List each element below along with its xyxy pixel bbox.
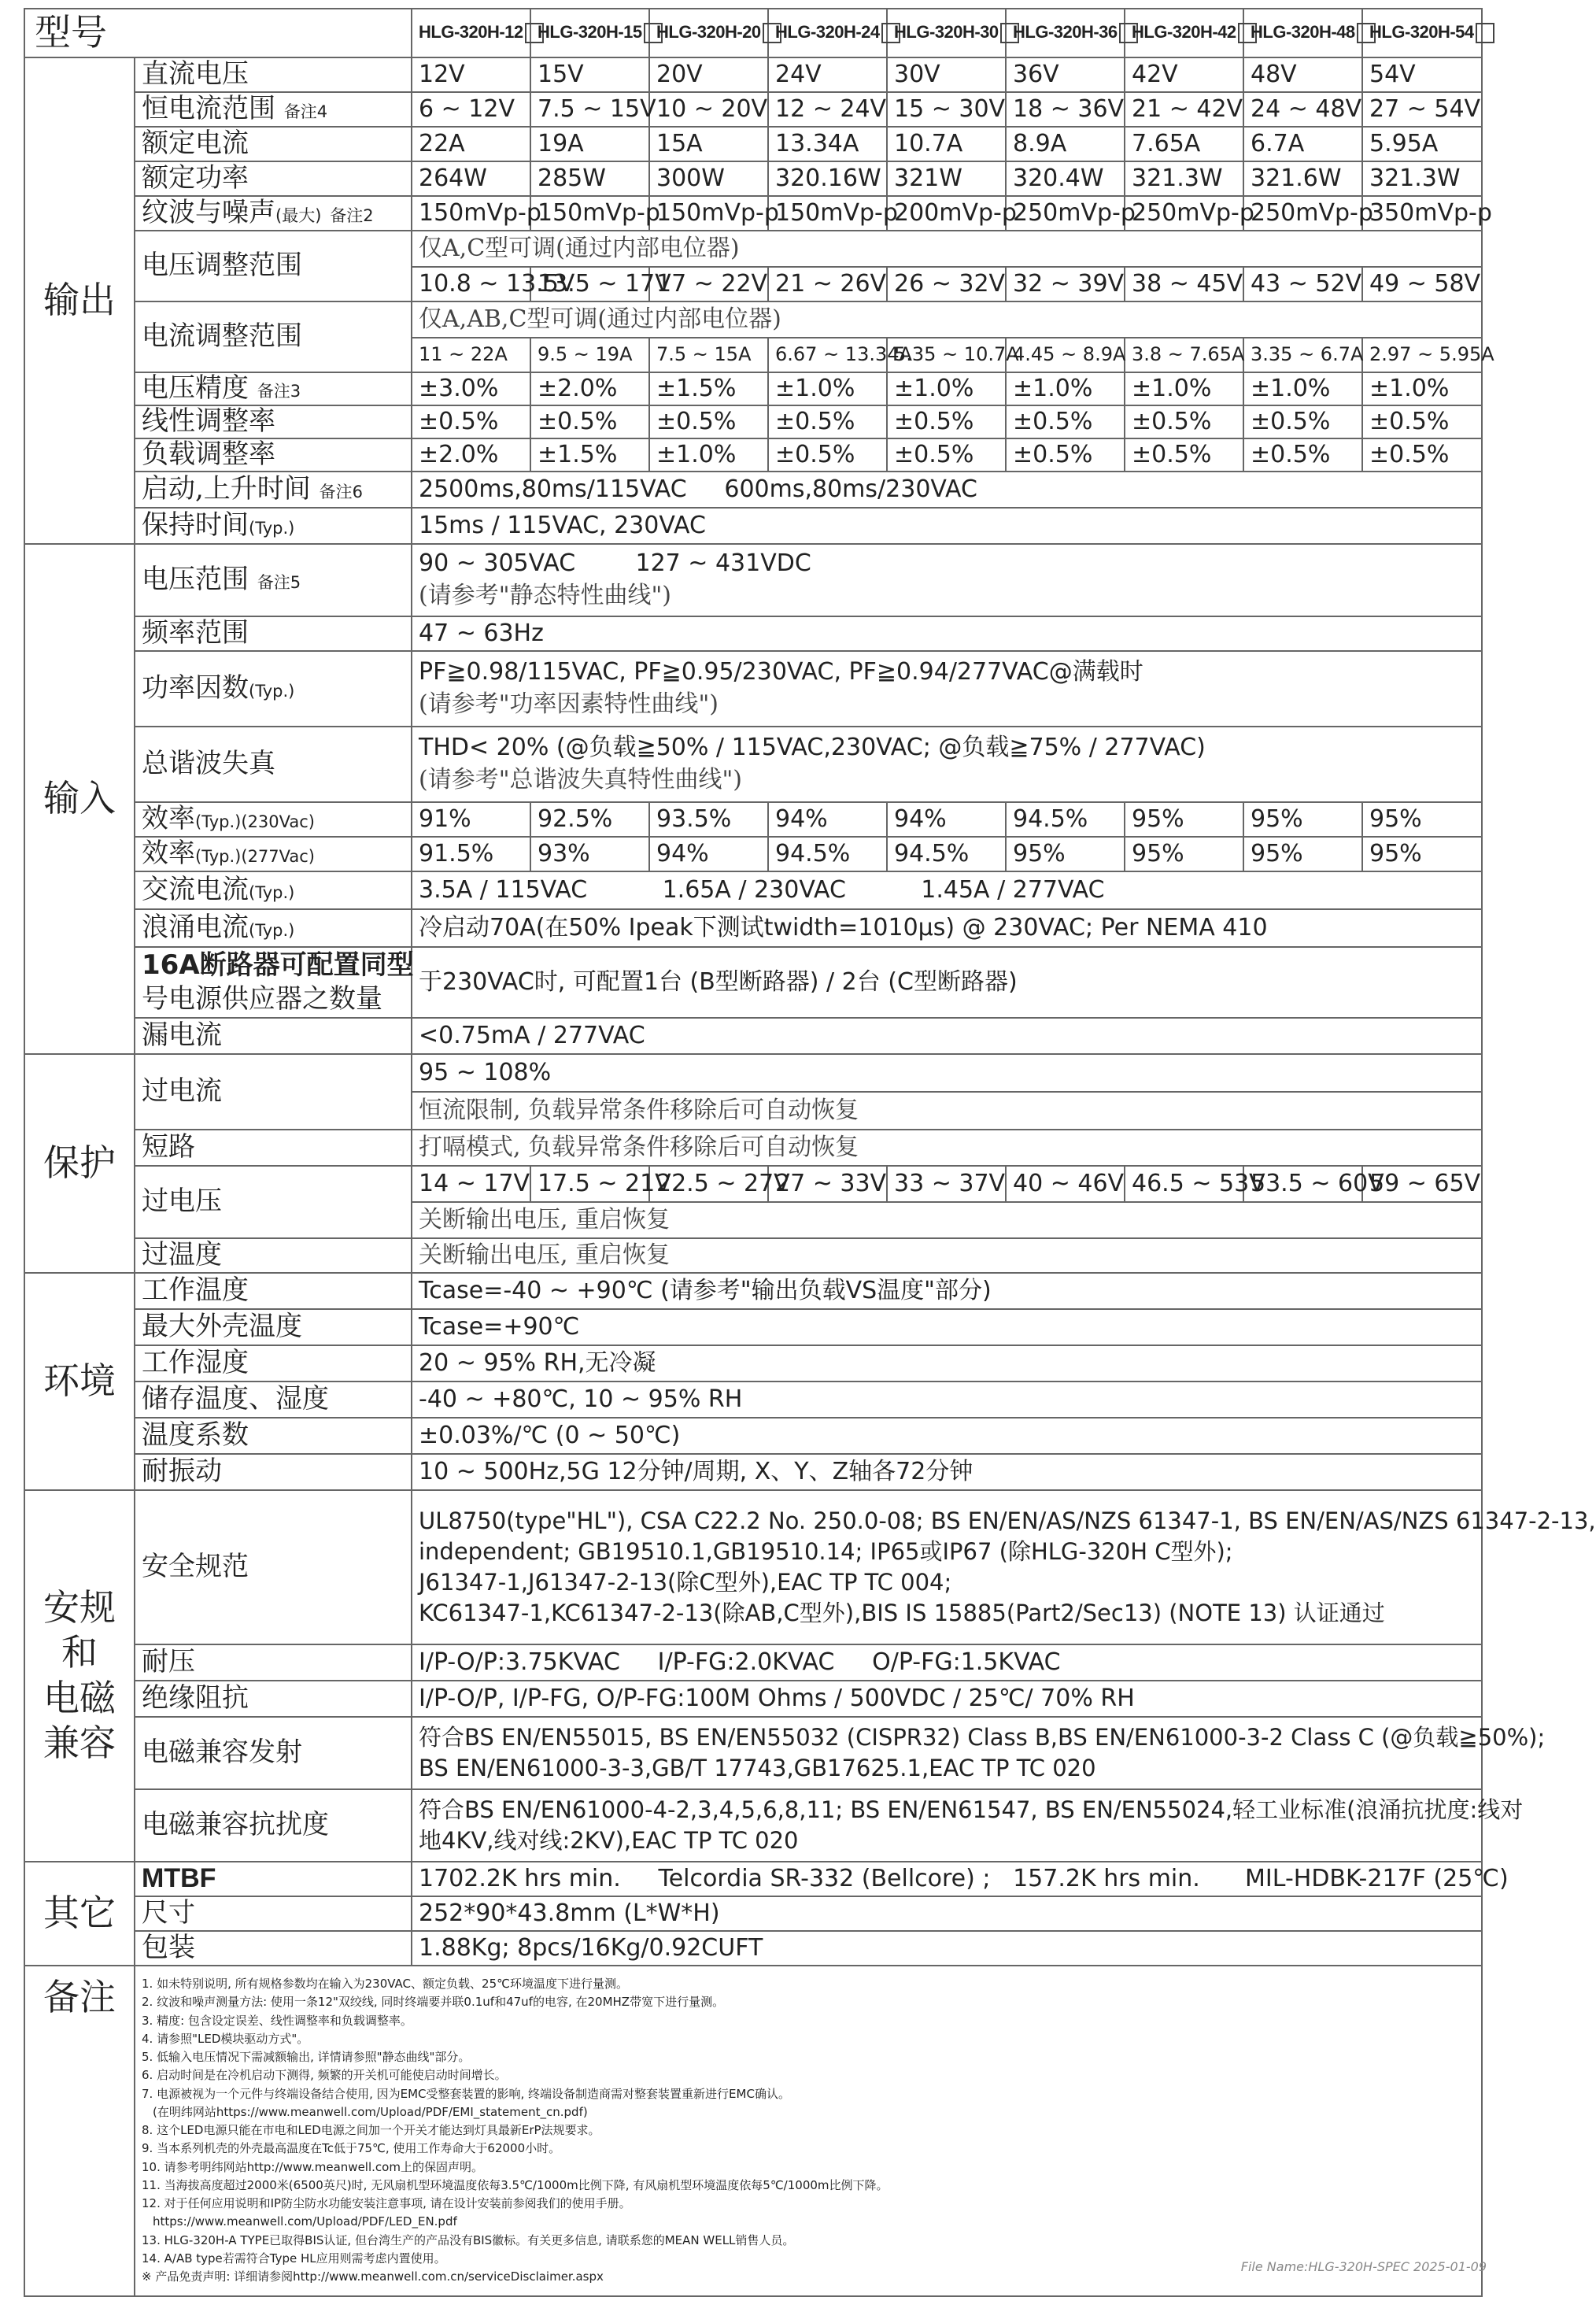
model-name: HLG-320H-20 (649, 9, 768, 57)
spec-value: 3.35 ~ 6.7A (1243, 338, 1362, 372)
spec-value: 15 ~ 30V (887, 92, 1006, 127)
spec-value: 4.45 ~ 8.9A (1006, 338, 1125, 372)
model-name: HLG-320H-54 (1362, 9, 1482, 57)
spec-value: 93% (530, 837, 649, 871)
spec-value: 22A (412, 127, 530, 161)
spec-label: 保持时间(Typ.) (135, 508, 412, 544)
spec-value: 11 ~ 22A (412, 338, 530, 372)
note-item: ※ 产品免责声明: 详细请参阅http://www.meanwell.com.cn/serviceDisclaimer.aspx (142, 2269, 604, 2284)
note-item: 1. 如未特别说明, 所有规格参数均在输入为230VAC、额定负载、25℃环境温度下进行量测。 (142, 1977, 628, 1992)
spec-value: 95% (1125, 802, 1243, 837)
note-item: 4. 请参照"LED模块驱动方式"。 (142, 2031, 309, 2046)
spec-value: 2.97 ~ 5.95A (1362, 338, 1482, 372)
note-item: 2. 纹波和噪声测量方法: 使用一条12"双绞线, 同时终端要并联0.1uf和47uf的电容, 在20MHZ带宽下进行量测。 (142, 1995, 725, 2010)
spec-value: ±0.5% (530, 405, 649, 438)
spec-value: 13.5 ~ 17V (530, 267, 649, 301)
spec-value: 13.34A (768, 127, 887, 161)
file-name-footer: File Name:HLG-320H-SPEC 2025-01-09 (1240, 2259, 1487, 2274)
spec-value: Tcase=+90℃ (412, 1309, 1482, 1345)
spec-value: 21 ~ 26V (768, 267, 887, 301)
spec-value: 12V (412, 57, 530, 92)
spec-value: ±0.5% (768, 405, 887, 438)
spec-value: ±0.5% (1125, 405, 1243, 438)
spec-value: 6 ~ 12V (412, 92, 530, 127)
spec-value: 94.5% (768, 837, 887, 871)
spec-value: 12 ~ 24V (768, 92, 887, 127)
spec-value: 26 ~ 32V (887, 267, 1006, 301)
note-item: 11. 当海拔高度超过2000米(6500英尺)时, 无风扇机型环境温度依每3.5℃/1000m比例下降, 有风扇机型环境温度依每5℃/1000m比例下降。 (142, 2177, 889, 2192)
spec-label: 工作温度 (135, 1273, 412, 1309)
spec-value: 15ms / 115VAC, 230VAC (412, 508, 1482, 544)
spec-value: 3.8 ~ 7.65A (1125, 338, 1243, 372)
spec-value: ±1.0% (887, 372, 1006, 405)
spec-value: 15A (649, 127, 768, 161)
category-environment: 环境 (24, 1273, 135, 1490)
spec-value: 10 ~ 20V (649, 92, 768, 127)
spec-label: 电压精度 备注3 (135, 372, 412, 405)
spec-value: ±3.0% (412, 372, 530, 405)
spec-value: 冷启动70A(在50% Ipeak下测试twidth=1010μs) @ 230VAC; Per NEMA 410 (412, 909, 1482, 947)
spec-value: 1.88Kg; 8pcs/16Kg/0.92CUFT (412, 1931, 1482, 1966)
spec-value: -40 ~ +80℃, 10 ~ 95% RH (412, 1382, 1482, 1418)
spec-label: 负载调整率 (135, 438, 412, 472)
spec-label: 电流调整范围 (135, 301, 412, 372)
note-item: 3. 精度: 包含设定误差、线性调整率和负载调整率。 (142, 2013, 412, 2028)
spec-value: 2500ms,80ms/115VAC 600ms,80ms/230VAC (412, 472, 1482, 508)
spec-value: 321.3W (1362, 161, 1482, 196)
spec-value: ±0.5% (1243, 405, 1362, 438)
spec-value: 21 ~ 42V (1125, 92, 1243, 127)
spec-value: 恒流限制, 负载异常条件移除后可自动恢复 (412, 1092, 1482, 1130)
spec-value: 18 ~ 36V (1006, 92, 1125, 127)
spec-value: 24V (768, 57, 887, 92)
spec-value: 24 ~ 48V (1243, 92, 1362, 127)
model-name: HLG-320H-24 (768, 9, 887, 57)
spec-value: ±0.5% (1006, 438, 1125, 472)
spec-label: 额定电流 (135, 127, 412, 161)
note-item: 12. 对于任何应用说明和IP防尘防水功能安装注意事项, 请在设计安装前参阅我们的使用手册。 (142, 2196, 631, 2211)
model-label: 型号 (24, 9, 412, 57)
spec-label: 额定功率 (135, 161, 412, 196)
spec-value: 14 ~ 17V (412, 1166, 530, 1202)
spec-value: ±0.5% (768, 438, 887, 472)
spec-value: 5.35 ~ 10.7A (887, 338, 1006, 372)
spec-value: 6.67 ~ 13.34A (768, 338, 887, 372)
spec-value: UL8750(type"HL"), CSA C22.2 No. 250.0-08; BS EN/EN/AS/NZS 61347-1, BS EN/EN/AS/NZS 61347-2-13, independent; GB19510.1,GB19510.14; IP65或IP67 (除HLG-320H C型外); J61347-1,J61347-2-13(除C型外),EAC TP TC 004; KC61347-1,KC61347-2-13(除AB,C型外),BIS IS 15885(Part2/Sec13) (NOTE 13) 认证通过 (412, 1490, 1482, 1644)
spec-value: 符合BS EN/EN55015, BS EN/EN55032 (CISPR32) Class B,BS EN/EN61000-3-2 Class C (@负载≧50%); BS EN/EN61000-3-3,GB/T 17743,GB17625.1,EAC TP TC 020 (412, 1717, 1482, 1789)
spec-value: 27 ~ 33V (768, 1166, 887, 1202)
spec-label: 安全规范 (135, 1490, 412, 1644)
spec-value: ±0.5% (649, 405, 768, 438)
spec-value: 250mVp-p (1243, 196, 1362, 231)
spec-value: 27 ~ 54V (1362, 92, 1482, 127)
spec-value: 10.7A (887, 127, 1006, 161)
spec-label: 绝缘阻抗 (135, 1681, 412, 1717)
spec-value: 53.5 ~ 60V (1243, 1166, 1362, 1202)
spec-value: 30V (887, 57, 1006, 92)
note-item: 9. 当本系列机壳的外壳最高温度在Tc低于75℃, 使用工作寿命大于62000小时。 (142, 2141, 561, 2156)
spec-value: ±0.5% (1125, 438, 1243, 472)
spec-label: 电磁兼容发射 (135, 1717, 412, 1789)
spec-label: 交流电流(Typ.) (135, 871, 412, 909)
spec-label: 效率(Typ.)(230Vac) (135, 802, 412, 837)
spec-value: 10.8 ~ 13.5V (412, 267, 530, 301)
spec-value: 91.5% (412, 837, 530, 871)
spec-label: 短路 (135, 1130, 412, 1166)
spec-value: 关断输出电压, 重启恢复 (412, 1202, 1482, 1238)
spec-table (24, 8, 1596, 2297)
spec-value: 7.65A (1125, 127, 1243, 161)
spec-value: 200mVp-p (887, 196, 1006, 231)
spec-label: 耐压 (135, 1644, 412, 1681)
spec-value: 33 ~ 37V (887, 1166, 1006, 1202)
spec-value: ±0.5% (412, 405, 530, 438)
spec-value: 95% (1362, 837, 1482, 871)
spec-value: ±0.5% (1243, 438, 1362, 472)
spec-desc: 仅A,C型可调(通过内部电位器) (412, 231, 1482, 267)
spec-value: 17 ~ 22V (649, 267, 768, 301)
spec-value: 8.9A (1006, 127, 1125, 161)
model-name: HLG-320H-30 (887, 9, 1006, 57)
spec-value: 9.5 ~ 19A (530, 338, 649, 372)
spec-label: 过电压 (135, 1166, 412, 1238)
spec-value: 3.5A / 115VAC 1.65A / 230VAC 1.45A / 277VAC (412, 871, 1482, 909)
model-name: HLG-320H-48 (1243, 9, 1362, 57)
note-item: 7. 电源被视为一个元件与终端设备结合使用, 因为EMC受整套装置的影响, 终端设备制造商需对整套装置重新进行EMC确认。 (142, 2086, 790, 2101)
spec-value: 94% (649, 837, 768, 871)
spec-value: 252*90*43.8mm (L*W*H) (412, 1896, 1482, 1931)
spec-value: ±0.5% (887, 438, 1006, 472)
spec-value: 350mVp-p (1362, 196, 1482, 231)
spec-value: 95% (1243, 802, 1362, 837)
spec-value: 91% (412, 802, 530, 837)
spec-value: ±0.5% (1362, 438, 1482, 472)
spec-label: 浪涌电流(Typ.) (135, 909, 412, 947)
spec-value: 95% (1006, 837, 1125, 871)
spec-value: ±0.03%/℃ (0 ~ 50℃) (412, 1418, 1482, 1454)
spec-value: 19A (530, 127, 649, 161)
spec-value: 94% (887, 802, 1006, 837)
spec-value: 300W (649, 161, 768, 196)
spec-label: 启动,上升时间 备注6 (135, 472, 412, 508)
spec-value: 40 ~ 46V (1006, 1166, 1125, 1202)
spec-value: 250mVp-p (1006, 196, 1125, 231)
spec-value: 264W (412, 161, 530, 196)
spec-value: 54V (1362, 57, 1482, 92)
spec-value: 59 ~ 65V (1362, 1166, 1482, 1202)
spec-value: 15V (530, 57, 649, 92)
spec-value: 93.5% (649, 802, 768, 837)
spec-value: 321.6W (1243, 161, 1362, 196)
spec-label: 频率范围 (135, 616, 412, 651)
spec-value: THD< 20% (@负载≧50% / 115VAC,230VAC; @负载≧75% / 277VAC) (请参考"总谐波失真特性曲线") (412, 727, 1482, 802)
spec-value: 95% (1243, 837, 1362, 871)
spec-value: 36V (1006, 57, 1125, 92)
spec-value: ±1.0% (1125, 372, 1243, 405)
spec-label: 功率因数(Typ.) (135, 651, 412, 727)
spec-value: 43 ~ 52V (1243, 267, 1362, 301)
spec-label: 总谐波失真 (135, 727, 412, 802)
spec-value: 150mVp-p (649, 196, 768, 231)
note-item: 5. 低输入电压情况下需减额输出, 详情请参照"静态曲线"部分。 (142, 2050, 471, 2065)
category-output: 输出 (24, 57, 135, 544)
spec-value: 32 ~ 39V (1006, 267, 1125, 301)
spec-value: 94.5% (887, 837, 1006, 871)
category-safety-emc: 安规 和 电磁 兼容 (24, 1490, 135, 1862)
spec-label: 效率(Typ.)(277Vac) (135, 837, 412, 871)
spec-value: 关断输出电压, 重启恢复 (412, 1238, 1482, 1273)
spec-value: 95% (1362, 802, 1482, 837)
spec-label: 电压范围 备注5 (135, 544, 412, 616)
category-input: 输入 (24, 544, 135, 1054)
spec-value: 150mVp-p (530, 196, 649, 231)
spec-value: 48V (1243, 57, 1362, 92)
spec-value: 92.5% (530, 802, 649, 837)
spec-value: 7.5 ~ 15V (530, 92, 649, 127)
note-item: 8. 这个LED电源只能在市电和LED电源之间加一个开关才能达到灯具最新ErP法规要求。 (142, 2123, 600, 2138)
spec-label: 工作湿度 (135, 1345, 412, 1382)
category-protection: 保护 (24, 1054, 135, 1273)
spec-label: 温度系数 (135, 1418, 412, 1454)
spec-desc: 仅A,AB,C型可调(通过内部电位器) (412, 301, 1482, 338)
spec-label: 过温度 (135, 1238, 412, 1273)
spec-label: 包装 (135, 1931, 412, 1966)
spec-label: 过电流 (135, 1054, 412, 1130)
spec-value: 于230VAC时, 可配置1台 (B型断路器) / 2台 (C型断路器) (412, 947, 1482, 1018)
spec-value: 150mVp-p (768, 196, 887, 231)
spec-value: 5.95A (1362, 127, 1482, 161)
spec-value: 321W (887, 161, 1006, 196)
spec-label: 纹波与噪声(最大) 备注2 (135, 196, 412, 231)
spec-value: 38 ~ 45V (1125, 267, 1243, 301)
spec-value: ±1.0% (768, 372, 887, 405)
note-item: 13. HLG-320H-A TYPE已取得BIS认证, 但台湾生产的产品没有BIS徽标。有关更多信息, 请联系您的MEAN WELL销售人员。 (142, 2232, 795, 2247)
category-others: 其它 (24, 1862, 135, 1966)
notes-list (135, 1966, 1482, 2296)
note-item: 10. 请参考明纬网站http://www.meanwell.com上的保固声明。 (142, 2159, 483, 2174)
spec-value: 20 ~ 95% RH,无冷凝 (412, 1345, 1482, 1382)
spec-value: <0.75mA / 277VAC (412, 1018, 1482, 1054)
spec-value: 20V (649, 57, 768, 92)
note-item: 6. 启动时间是在冷机启动下测得, 频繁的开关机可能使启动时间增长。 (142, 2068, 507, 2083)
spec-value: ±0.5% (1006, 405, 1125, 438)
spec-value: PF≧0.98/115VAC, PF≧0.95/230VAC, PF≧0.94/277VAC@满载时 (请参考"功率因素特性曲线") (412, 651, 1482, 727)
spec-value: 95 ~ 108% (412, 1054, 1482, 1092)
spec-value: 49 ~ 58V (1362, 267, 1482, 301)
spec-value: 10 ~ 500Hz,5G 12分钟/周期, X、Y、Z轴各72分钟 (412, 1454, 1482, 1490)
spec-label: 电磁兼容抗扰度 (135, 1789, 412, 1862)
spec-value: 7.5 ~ 15A (649, 338, 768, 372)
spec-value: 47 ~ 63Hz (412, 616, 1482, 651)
model-name: HLG-320H-12 (412, 9, 530, 57)
model-name: HLG-320H-15 (530, 9, 649, 57)
spec-label: 储存温度、湿度 (135, 1382, 412, 1418)
spec-label: 线性调整率 (135, 405, 412, 438)
spec-value: ±1.0% (1362, 372, 1482, 405)
spec-value: ±2.0% (412, 438, 530, 472)
spec-label: 尺寸 (135, 1896, 412, 1931)
spec-value: 95% (1125, 837, 1243, 871)
spec-value: 320.4W (1006, 161, 1125, 196)
spec-value: 符合BS EN/EN61000-4-2,3,4,5,6,8,11; BS EN/EN61547, BS EN/EN55024,轻工业标准(浪涌抗扰度:线对 地4KV,线对线:2KV),EAC TP TC 020 (412, 1789, 1482, 1862)
spec-value: 22.5 ~ 27V (649, 1166, 768, 1202)
spec-value: I/P-O/P:3.75KVAC I/P-FG:2.0KVAC O/P-FG:1.5KVAC (412, 1644, 1482, 1681)
model-header-row (24, 9, 1482, 57)
spec-label: 耐振动 (135, 1454, 412, 1490)
spec-value: 46.5 ~ 53V (1125, 1166, 1243, 1202)
spec-value: ±1.0% (1243, 372, 1362, 405)
spec-value: 94% (768, 802, 887, 837)
spec-value: ±1.5% (649, 372, 768, 405)
model-name: HLG-320H-36 (1006, 9, 1125, 57)
spec-value: ±1.0% (649, 438, 768, 472)
spec-label: 16A断路器可配置同型 号电源供应器之数量 (135, 947, 412, 1018)
spec-label: 直流电压 (135, 57, 412, 92)
category-notes: 备注 (24, 1966, 135, 2296)
spec-value: 320.16W (768, 161, 887, 196)
spec-value: 285W (530, 161, 649, 196)
spec-label: 漏电流 (135, 1018, 412, 1054)
spec-value: I/P-O/P, I/P-FG, O/P-FG:100M Ohms / 500VDC / 25℃/ 70% RH (412, 1681, 1482, 1717)
spec-value: Tcase=-40 ~ +90℃ (请参考"输出负载VS温度"部分) (412, 1273, 1482, 1309)
spec-value: ±0.5% (1362, 405, 1482, 438)
spec-value: 90 ~ 305VAC 127 ~ 431VDC (请参考"静态特性曲线") (412, 544, 1482, 616)
note-item: https://www.meanwell.com/Upload/PDF/LED_EN.pdf (153, 2214, 457, 2229)
spec-value: ±2.0% (530, 372, 649, 405)
spec-label: MTBF (135, 1862, 412, 1896)
spec-value: 6.7A (1243, 127, 1362, 161)
spec-value: 17.5 ~ 21V (530, 1166, 649, 1202)
spec-value: ±1.5% (530, 438, 649, 472)
spec-value: 150mVp-p (412, 196, 530, 231)
spec-value: 250mVp-p (1125, 196, 1243, 231)
spec-value: 321.3W (1125, 161, 1243, 196)
spec-value: ±0.5% (887, 405, 1006, 438)
note-item: (在明纬网站https://www.meanwell.com/Upload/PDF/EMI_statement_cn.pdf) (153, 2104, 588, 2119)
spec-value: 打嗝模式, 负载异常条件移除后可自动恢复 (412, 1130, 1482, 1166)
spec-value: 1702.2K hrs min. Telcordia SR-332 (Bellcore) ; 157.2K hrs min. MIL-HDBK-217F (25℃) (412, 1862, 1482, 1896)
spec-label: 恒电流范围 备注4 (135, 92, 412, 127)
spec-label: 最大外壳温度 (135, 1309, 412, 1345)
spec-value: 42V (1125, 57, 1243, 92)
spec-value: ±1.0% (1006, 372, 1125, 405)
note-item: 14. A/AB type若需符合Type HL应用则需考虑内置使用。 (142, 2251, 446, 2266)
model-name: HLG-320H-42 (1125, 9, 1243, 57)
spec-value: 94.5% (1006, 802, 1125, 837)
spec-label: 电压调整范围 (135, 231, 412, 301)
